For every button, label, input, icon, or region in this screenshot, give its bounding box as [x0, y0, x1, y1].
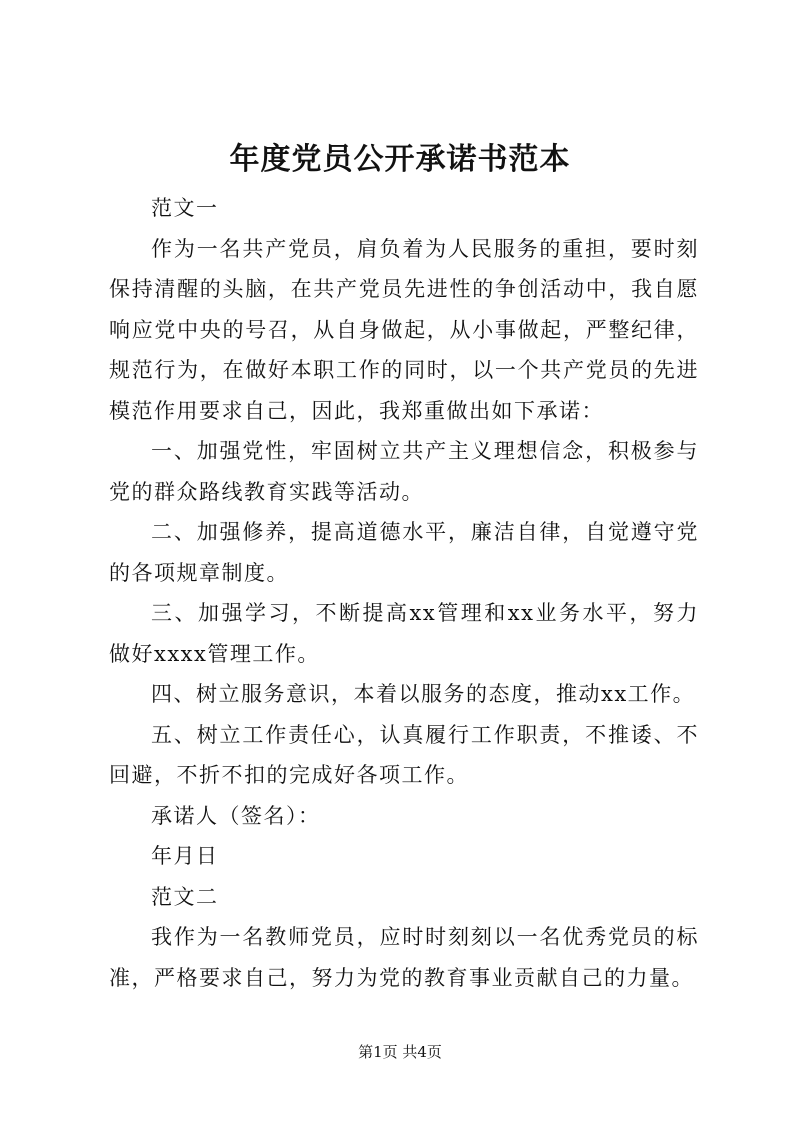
section-heading-2: 范文二 — [151, 884, 219, 909]
intro-paragraph: 作为一名共产党员，肩负着为人民服务的重担，要时刻保持清醒的头脑，在共产党员先进性的争创活动中，我自愿响应党中央的号召，从自身做起，从小事做起，严整纪律，规范行为，在做好本职工作的同时，以一个共产党员的先进模范作用要求自己，因此，我郑重做出如下承诺： — [109, 236, 699, 423]
document-title: 年度党员公开承诺书范本 — [229, 142, 571, 177]
page-number: 第1页 共4页 — [358, 1043, 442, 1061]
signature-line: 承诺人（签名）： — [151, 803, 321, 828]
document-body — [109, 188, 699, 998]
section-2-paragraph: 我作为一名教师党员，应时时刻刻以一名优秀党员的标准，严格要求自己，努力为党的教育事业贡献自己的力量。 — [109, 925, 699, 990]
pledge-item-2: 二、加强修养，提高道德水平，廉洁自律，自觉遵守党的各项规章制度。 — [109, 520, 699, 585]
section-heading-1: 范文一 — [151, 196, 219, 220]
pledge-item-1: 一、加强党性，牢固树立共产主义理想信念，积极参与党的群众路线教育实践等活动。 — [109, 439, 699, 504]
pledge-item-3: 三、加强学习，不断提高xx管理和xx业务水平，努力做好xxxx管理工作。 — [109, 601, 699, 666]
pledge-item-5: 五、树立工作责任心，认真履行工作职责，不推诿、不回避，不折不扣的完成好各项工作。 — [109, 722, 699, 787]
pledge-item-4: 四、树立服务意识，本着以服务的态度，推动xx工作。 — [151, 682, 696, 706]
date-line: 年月日 — [151, 844, 219, 868]
